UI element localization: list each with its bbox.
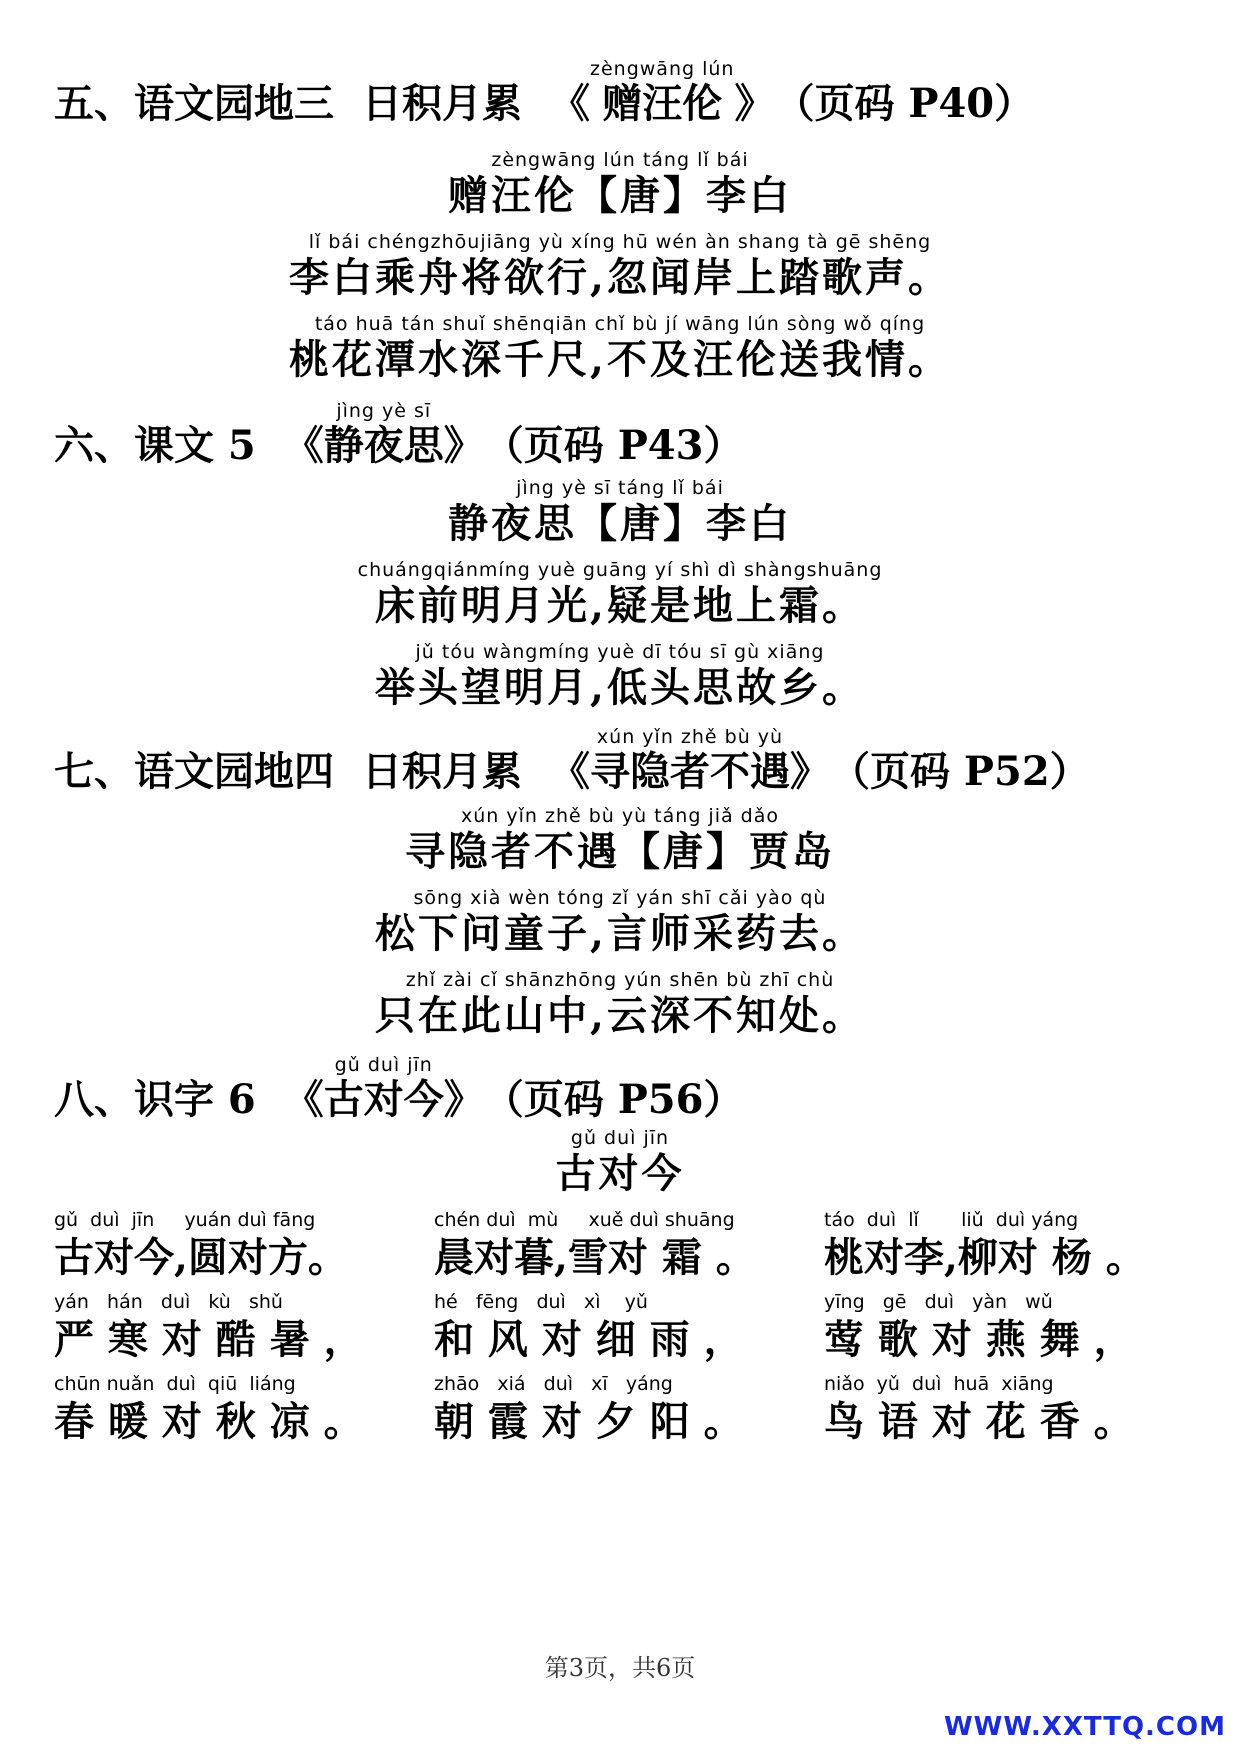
line-chars: 赠汪伦【唐】李白 (448, 172, 792, 219)
couplet-cell (824, 1290, 1194, 1370)
couplet-row (54, 1290, 1194, 1370)
line-pinyin: zhǐ zài cǐ shānzhōng yún shēn bù zhī chù (405, 969, 835, 991)
page-reference: （页码 P40） (774, 80, 1035, 127)
line-chars: 寻隐者不遇【唐】贾岛 (405, 828, 835, 875)
section-heading-7 (54, 716, 1214, 796)
couplet-cell (434, 1290, 824, 1370)
page-footer: 第3页，共6页 (544, 1654, 696, 1682)
book-title-close: 》 (443, 1076, 484, 1123)
line-chars: 松下问童子,言师采药去。 (375, 910, 865, 957)
poem-title-line (0, 148, 1240, 220)
cell-chars: 朝 霞 对 夕 阳 。 (434, 1398, 744, 1445)
couplet-cell (434, 1372, 824, 1452)
section-subtitle: 日积月累 (362, 80, 522, 127)
poem-title-line (0, 476, 1240, 548)
line-chars: 床前明月光,疑是地上霜。 (375, 582, 865, 629)
section-heading-8 (54, 1044, 1214, 1124)
heading-title-ruby (324, 400, 444, 470)
cell-chars: 春 暖 对 秋 凉 。 (54, 1398, 364, 1445)
poem-line (0, 558, 1240, 630)
cell-pinyin: táo duì lǐ liǔ duì yáng (824, 1209, 1079, 1231)
couplet-cell (824, 1208, 1194, 1288)
line-chars: 静夜思【唐】李白 (448, 500, 792, 547)
lesson-title-line (0, 1126, 1240, 1198)
book-title-close: 》 (790, 748, 830, 795)
title-pinyin: jìng yè sī (336, 400, 432, 422)
section-number: 六、课文 5 (54, 422, 256, 469)
cell-chars: 和 风 对 细 雨 ， (434, 1316, 744, 1363)
line-chars: 只在此山中,云深不知处。 (375, 992, 865, 1039)
book-title-open: 《 (283, 1076, 324, 1123)
cell-pinyin: hé fēng duì xì yǔ (434, 1291, 648, 1313)
line-pinyin: xún yǐn zhě bù yù táng jiǎ dǎo (461, 805, 779, 827)
title-pinyin: zèngwāng lún (590, 58, 735, 80)
book-title-open: 《 (283, 422, 324, 469)
line-chars: 古对今 (555, 1150, 685, 1197)
cell-pinyin: gǔ duì jīn yuán duì fāng (54, 1209, 316, 1231)
site-watermark: WWW.XXTTQ.COM (944, 1712, 1226, 1742)
section-heading-5 (54, 48, 1214, 128)
cell-pinyin: yīng gē duì yàn wǔ (824, 1291, 1053, 1313)
line-pinyin: lǐ bái chéngzhōujiāng yù xíng hū wén àn shang tà gē shēng (308, 231, 932, 253)
cell-pinyin: chén duì mù xuě duì shuāng (434, 1209, 735, 1231)
book-title-open: 《 (550, 748, 590, 795)
cell-chars: 晨对暮,雪对 霜 。 (434, 1234, 756, 1281)
line-pinyin: gǔ duì jīn (570, 1127, 670, 1149)
line-pinyin: jǔ tóu wàngmíng yuè dī tóu sī gù xiāng (415, 641, 825, 663)
heading-title-ruby (590, 726, 790, 796)
cell-pinyin: chūn nuǎn duì qiū liáng (54, 1373, 296, 1395)
title-pinyin: xún yǐn zhě bù yù (596, 726, 784, 748)
section-number: 八、识字 6 (54, 1076, 256, 1123)
couplet-row (54, 1372, 1194, 1452)
line-pinyin: chuángqiánmíng yuè guāng yí shì dì shàngshuāng (357, 559, 883, 581)
cell-chars: 桃对李,柳对 杨 。 (824, 1234, 1146, 1281)
cell-chars: 古对今,圆对方。 (54, 1234, 348, 1281)
couplet-cell (54, 1372, 434, 1452)
cell-pinyin: niǎo yǔ duì huā xiāng (824, 1373, 1054, 1395)
poem-line (0, 968, 1240, 1040)
cell-chars: 严 寒 对 酷 暑 ， (54, 1316, 364, 1363)
couplet-row (54, 1208, 1194, 1288)
poem-line (0, 640, 1240, 712)
book-title-open: 《 (550, 80, 590, 127)
line-pinyin: zèngwāng lún táng lǐ bái (491, 149, 749, 171)
book-title-close: 》 (443, 422, 484, 469)
heading-title-ruby (590, 58, 734, 128)
poem-title-line (0, 804, 1240, 876)
cell-pinyin: zhāo xiá duì xī yáng (434, 1373, 673, 1395)
couplet-cell (54, 1290, 434, 1370)
couplet-cell (54, 1208, 434, 1288)
poem-line (0, 312, 1240, 384)
section-subtitle: 日积月累 (362, 748, 522, 795)
line-pinyin: sōng xià wèn tóng zǐ yán shī cǎi yào qù (413, 887, 827, 909)
poem-line (0, 886, 1240, 958)
title-chars: 寻隐者不遇 (590, 748, 790, 795)
cell-pinyin: yán hán duì kù shǔ (54, 1291, 283, 1313)
section-number: 七、语文园地四 (54, 748, 334, 795)
cell-chars: 鸟 语 对 花 香 。 (824, 1398, 1134, 1445)
page-reference: （页码 P56） (483, 1076, 744, 1123)
section-heading-6 (54, 390, 1214, 470)
cell-chars: 莺 歌 对 燕 舞 ， (824, 1316, 1134, 1363)
line-chars: 举头望明月,低头思故乡。 (375, 664, 865, 711)
page-reference: （页码 P52） (830, 748, 1090, 795)
title-chars: 古对今 (323, 1076, 444, 1123)
line-pinyin: táo huā tán shuǐ shēnqiān chǐ bù jí wāng lún sòng wǒ qíng (314, 313, 926, 335)
line-chars: 李白乘舟将欲行,忽闻岸上踏歌声。 (289, 254, 951, 301)
heading-title-ruby (324, 1054, 444, 1124)
line-pinyin: jìng yè sī táng lǐ bái (516, 477, 724, 499)
couplet-cell (824, 1372, 1194, 1452)
title-pinyin: gǔ duì jīn (334, 1054, 433, 1076)
couplet-cell (434, 1208, 824, 1288)
title-chars: 静夜思 (323, 422, 444, 469)
poem-line (0, 230, 1240, 302)
section-number: 五、语文园地三 (54, 80, 334, 127)
title-chars: 赠汪伦 (602, 80, 723, 127)
page-reference: （页码 P43） (483, 422, 744, 469)
line-chars: 桃花潭水深千尺,不及汪伦送我情。 (289, 336, 951, 383)
book-title-close: 》 (734, 80, 775, 127)
